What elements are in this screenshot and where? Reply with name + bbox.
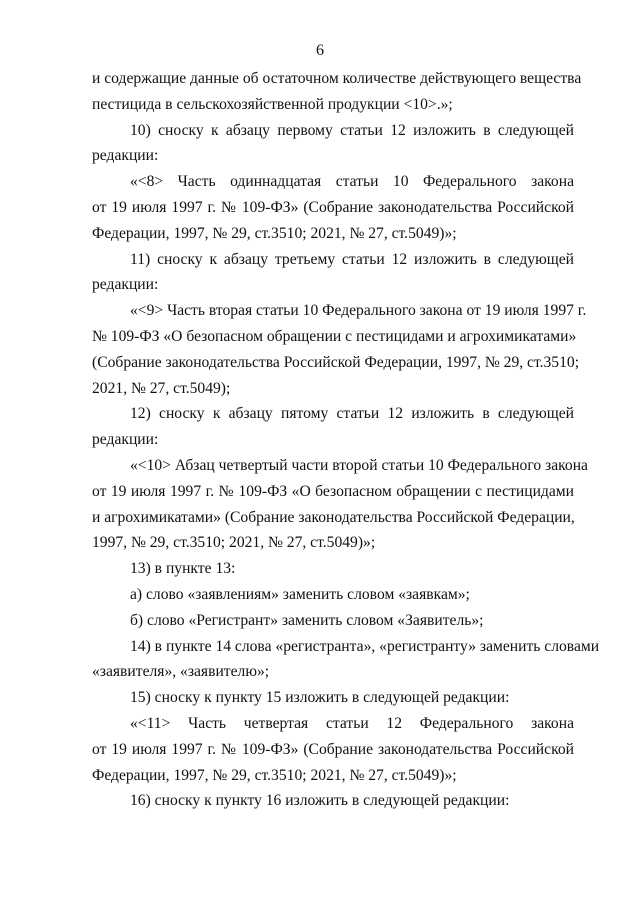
- paragraph: [92, 685, 574, 711]
- paragraph: [92, 247, 574, 299]
- text-line: 14) в пункте 14 слова «регистранта», «регистранту» заменить словами: [130, 637, 600, 655]
- text-line: 13) в пункте 13:: [130, 560, 236, 578]
- paragraph: [92, 453, 588, 556]
- text-line: 12) сноску к абзацу пятому статьи 12 изложить в следующей: [130, 405, 574, 423]
- paragraph: [92, 634, 600, 686]
- text-line: № 109-ФЗ «О безопасном обращении с пестицидами и агрохимикатами»: [92, 327, 577, 345]
- text-line: а) слово «заявлениям» заменить словом «заявкам»;: [130, 585, 470, 603]
- text-line: 11) сноску к абзацу третьему статьи 12 изложить в следующей: [130, 250, 574, 268]
- text-line: от 19 июля 1997 г. № 109-ФЗ» (Собрание законодательства Российской: [92, 740, 574, 758]
- paragraph: [92, 582, 574, 608]
- text-line: 2021, № 27, ст.5049);: [92, 379, 231, 397]
- text-line: «<11> Часть четвертая статьи 12 Федерального закона: [130, 714, 574, 732]
- text-line: от 19 июля 1997 г. № 109-ФЗ» (Собрание законодательства Российской: [92, 198, 574, 216]
- text-line: Федерации, 1997, № 29, ст.3510; 2021, № 27, ст.5049)»;: [92, 224, 457, 242]
- text-line: и агрохимикатами» (Собрание законодательства Российской Федерации,: [92, 508, 575, 526]
- text-line: «<8> Часть одиннадцатая статьи 10 Федерального закона: [130, 173, 574, 191]
- text-line: пестицида в сельскохозяйственной продукции <10>.»;: [92, 95, 453, 113]
- text-line: от 19 июля 1997 г. № 109-ФЗ «О безопасном обращении с пестицидами: [92, 482, 574, 500]
- text-line: редакции:: [92, 276, 159, 294]
- paragraph: [92, 118, 574, 170]
- paragraph: [92, 401, 574, 453]
- text-line: 1997, № 29, ст.3510; 2021, № 27, ст.5049)»;: [92, 534, 376, 552]
- document-body: [92, 66, 600, 814]
- paragraph: [92, 556, 574, 582]
- text-line: 15) сноску к пункту 15 изложить в следующей редакции:: [130, 689, 510, 707]
- paragraph: [92, 298, 587, 401]
- text-line: и содержащие данные об остаточном количестве действующего вещества: [92, 70, 582, 87]
- text-line: 10) сноску к абзацу первому статьи 12 изложить в следующей: [130, 121, 574, 139]
- paragraph: [92, 169, 574, 246]
- text-line: редакции:: [92, 147, 159, 165]
- text-line: «<9> Часть вторая статьи 10 Федерального закона от 19 июля 1997 г.: [130, 302, 587, 320]
- text-line: 16) сноску к пункту 16 изложить в следующей редакции:: [130, 792, 510, 810]
- page-number: 6: [316, 42, 324, 59]
- text-line: Федерации, 1997, № 29, ст.3510; 2021, № 27, ст.5049)»;: [92, 766, 457, 784]
- text-line: (Собрание законодательства Российской Федерации, 1997, № 29, ст.3510;: [92, 353, 580, 371]
- text-line: «заявителя», «заявителю»;: [92, 663, 270, 681]
- text-line: б) слово «Регистрант» заменить словом «Заявитель»;: [130, 611, 484, 629]
- paragraph: [92, 711, 574, 788]
- paragraph: [92, 608, 574, 634]
- paragraph: [92, 66, 582, 118]
- text-line: редакции:: [92, 431, 159, 449]
- paragraph: [92, 788, 574, 814]
- text-line: «<10> Абзац четвертый части второй статьи 10 Федерального закона: [130, 456, 588, 474]
